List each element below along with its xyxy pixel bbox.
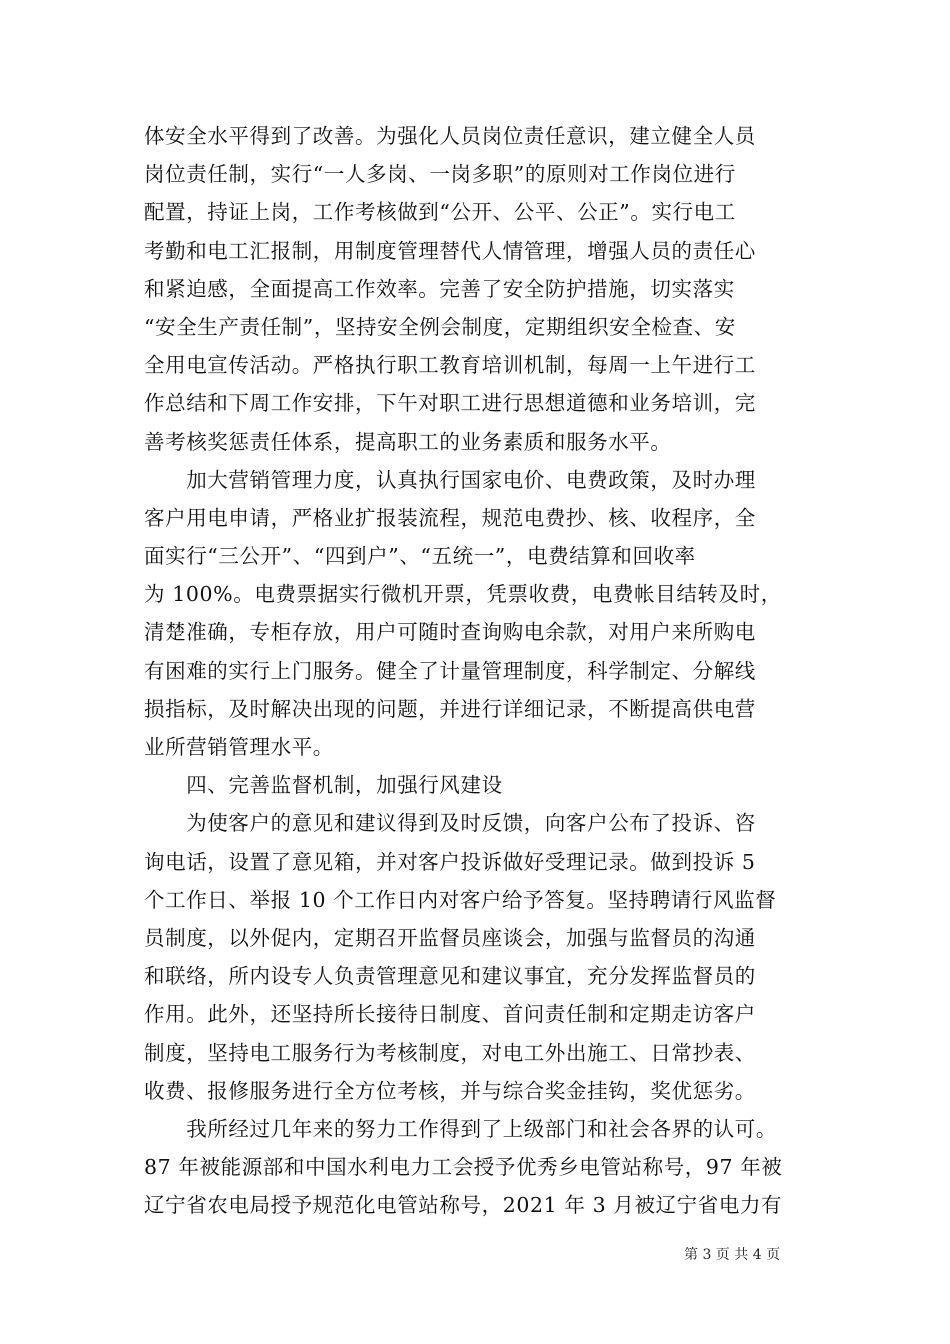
text-line: 全用电宣传活动。严格执行职工教育培训机制，每周一上午进行工	[144, 353, 756, 378]
text-line: 作用。此外，还坚持所长接待日制度、首问责任制和定期走访客户	[144, 1002, 756, 1027]
text-line: 个工作日、举报 10 个工作日内对客户给予答复。坚持聘请行风监督	[144, 887, 777, 912]
text-line: 岗位责任制，实行“一人多岗、一岗多职”的原则对工作岗位进行	[144, 162, 736, 187]
text-line: 和紧迫感，全面提高工作效率。完善了安全防护措施，切实落实	[144, 276, 735, 301]
body-text	[144, 117, 824, 1224]
text-line: 客户用电申请，严格业扩报装流程，规范电费抄、核、收程序，全	[144, 505, 756, 530]
text-line: 配置，持证上岗，工作考核做到“公开、公平、公正”。实行电工	[144, 200, 736, 225]
text-line: 加大营销管理力度，认真执行国家电价、电费政策，及时办理	[144, 467, 756, 492]
text-line: 损指标，及时解决出现的问题，并进行详细记录，不断提高供电营	[144, 696, 756, 721]
text-line: 为 100%。电费票据实行微机开票，凭票收费，电费帐目结转及时，	[144, 582, 782, 607]
text-line: 为使客户的意见和建议得到及时反馈，向客户公布了投诉、咨	[144, 811, 756, 836]
text-line: 和联络，所内设专人负责管理意见和建议事宜，充分发挥监督员的	[144, 964, 756, 989]
page-number-footer: 第 3 页 共 4 页	[684, 1247, 781, 1263]
text-line: 考勤和电工汇报制，用制度管理替代人情管理，增强人员的责任心	[144, 238, 756, 263]
text-line: 作总结和下周工作安排，下午对职工进行思想道德和业务培训，完	[144, 391, 756, 416]
text-line: 有困难的实行上门服务。健全了计量管理制度，科学制定、分解线	[144, 658, 756, 683]
text-line: 四、完善监督机制，加强行风建设	[144, 773, 503, 798]
text-line: 面实行“三公开”、“四到户”、“五统一”，电费结算和回收率	[144, 544, 696, 569]
text-line: 体安全水平得到了改善。为强化人员岗位责任意识，建立健全人员	[144, 124, 756, 148]
text-line: 制度，坚持电工服务行为考核制度，对电工外出施工、日常抄表、	[144, 1040, 756, 1065]
text-line: 87 年被能源部和中国水利电力工会授予优秀乡电管站称号，97 年被	[144, 1155, 783, 1180]
text-line: 收费、报修服务进行全方位考核，并与综合奖金挂钩，奖优惩劣。	[144, 1078, 756, 1103]
text-line: 询电话，设置了意见箱，并对客户投诉做好受理记录。做到投诉 5	[144, 849, 756, 874]
text-line: 业所营销管理水平。	[144, 735, 334, 759]
text-line: 辽宁省农电局授予规范化电管站称号，2021 年 3 月被辽宁省电力有	[144, 1193, 783, 1218]
text-line: 我所经过几年来的努力工作得到了上级部门和社会各界的认可。	[144, 1116, 777, 1141]
text-line: 清楚准确，专柜存放，用户可随时查询购电余款，对用户来所购电	[144, 620, 756, 645]
text-line: “安全生产责任制”，坚持安全例会制度，定期组织安全检查、安	[144, 314, 736, 339]
text-line: 善考核奖惩责任体系，提高职工的业务素质和服务水平。	[144, 429, 672, 454]
text-line: 员制度，以外促内，定期召开监督员座谈会，加强与监督员的沟通	[144, 925, 756, 950]
